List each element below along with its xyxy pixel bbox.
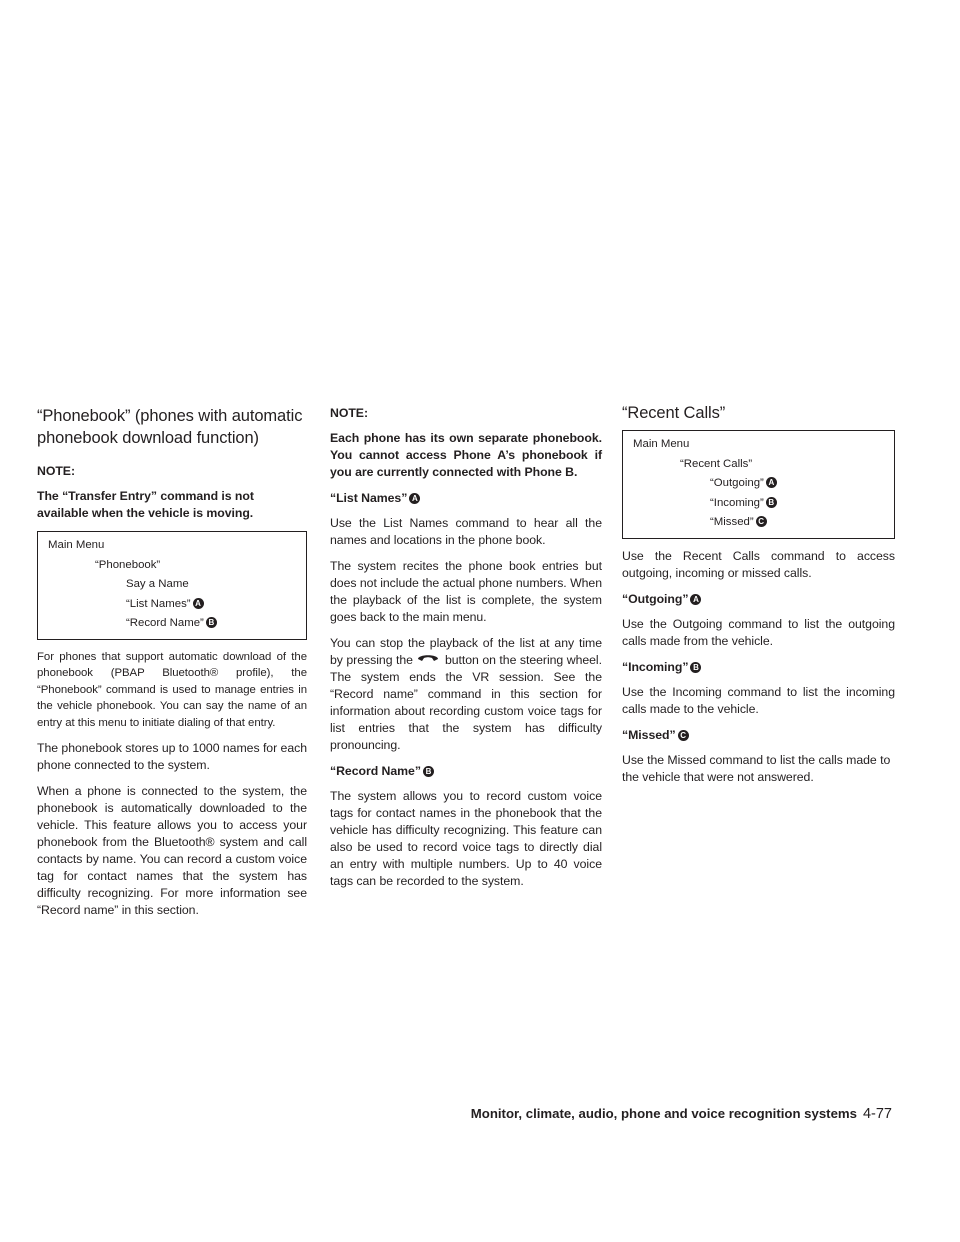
paragraph: Use the Missed command to list the calls made to the vehicle that were not answered. bbox=[622, 752, 891, 784]
subheading-label: “Incoming” bbox=[622, 659, 689, 674]
section-heading-recent-calls: “Recent Calls” bbox=[622, 404, 726, 422]
note-text: The “Transfer Entry” command is not available when the vehicle is moving. bbox=[37, 489, 254, 520]
circled-b-icon: B bbox=[423, 766, 434, 777]
paragraph-text: button on the steering wheel. The system ends the VR session. See the “Record name” command in this section for information about recording custom voice tags for list entries that the system has difficulty pronouncing. bbox=[330, 653, 602, 752]
circled-a-icon: A bbox=[690, 594, 701, 605]
circled-b-icon: B bbox=[766, 497, 777, 508]
menu-item-outgoing bbox=[633, 474, 884, 494]
menu-item-main-menu: Main Menu bbox=[633, 438, 690, 450]
page-footer bbox=[471, 1106, 892, 1122]
paragraph: The phonebook stores up to 1000 names for each phone connected to the system. bbox=[37, 741, 307, 773]
circled-a-icon: A bbox=[193, 598, 204, 609]
menu-item-label: “Missed” bbox=[710, 516, 754, 529]
circled-a-icon: A bbox=[766, 477, 777, 488]
menu-item-say-a-name: Say a Name bbox=[126, 578, 189, 591]
menu-item-recent-calls: “Recent Calls” bbox=[680, 457, 753, 470]
paragraph-phone-button bbox=[330, 635, 602, 754]
menu-item-record-name bbox=[48, 614, 296, 634]
subheading-incoming bbox=[622, 659, 895, 676]
circled-c-icon: C bbox=[678, 730, 689, 741]
subheading-record-name bbox=[330, 763, 602, 780]
phone-hang-up-icon bbox=[417, 652, 439, 662]
paragraph: The system allows you to record custom voice tags for contact names in the phonebook that the vehicle has difficulty recognizing. This feature can also be used to record voice tags to directly dial an entry with multiple numbers. Up to 40 voice tags can be recorded to the system. bbox=[330, 789, 602, 888]
column-phonebook bbox=[37, 405, 307, 928]
circled-a-icon: A bbox=[409, 493, 420, 504]
menu-item-label: “Incoming” bbox=[710, 496, 764, 509]
menu-item-label: “Outgoing” bbox=[710, 477, 764, 490]
paragraph: Use the Incoming command to list the incoming calls made to the vehicle. bbox=[622, 684, 895, 716]
circled-b-icon: B bbox=[206, 617, 217, 628]
subheading-label: “Record Name” bbox=[330, 764, 421, 778]
menu-item-label: “Record Name” bbox=[126, 617, 204, 630]
subheading-missed bbox=[622, 727, 895, 744]
note-text: Each phone has its own separate phonebook. You cannot access Phone A’s phonebook if you are currently connected with Phone B. bbox=[330, 431, 602, 479]
paragraph: Use the List Names command to hear all the names and locations in the phone book. bbox=[330, 516, 602, 547]
section-heading-phonebook: “Phonebook” (phones with automatic phonebook download function) bbox=[37, 407, 303, 447]
menu-item-incoming bbox=[633, 494, 884, 514]
phonebook-menu-tree bbox=[37, 531, 307, 640]
subheading-label: “Outgoing” bbox=[622, 591, 689, 606]
subheading-label: “List Names” bbox=[330, 491, 408, 505]
paragraph: Use the Outgoing command to list the outgoing calls made from the vehicle. bbox=[622, 616, 895, 648]
paragraph: The system recites the phone book entries but does not include the actual phone numbers. When the playback of the list is complete, the system goes back to the main menu. bbox=[330, 559, 602, 624]
subheading-label: “Missed” bbox=[622, 727, 676, 742]
paragraph: When a phone is connected to the system, the phonebook is automatically downloaded to the vehicle. This feature allows you to access your phonebook from the Bluetooth® system and call contacts by name. You can record a custom voice tag for contact names that the system has difficulty recognizing. For more information see “Record name” in this section. bbox=[37, 784, 307, 918]
menu-item-phonebook: “Phonebook” bbox=[95, 558, 161, 571]
menu-item-missed bbox=[633, 513, 884, 533]
paragraph: For phones that support automatic download of the phonebook (PBAP Bluetooth® profile), the “Phonebook” command is used to manage entries in the vehicle phonebook. You can say the name of an entry at this menu to initiate dialing of that entry. bbox=[37, 650, 307, 729]
note-label: NOTE: bbox=[37, 464, 76, 478]
recent-calls-menu-tree bbox=[622, 430, 895, 539]
page-number: 4-77 bbox=[862, 1106, 892, 1122]
menu-item-label: “List Names” bbox=[126, 597, 191, 610]
circled-c-icon: C bbox=[756, 516, 767, 527]
paragraph-text: You can stop the playback of the list at any time by pressing the bbox=[330, 636, 602, 667]
paragraph: Use the Recent Calls command to access outgoing, incoming or missed calls. bbox=[622, 548, 895, 580]
subheading-outgoing bbox=[622, 591, 895, 608]
note-label: NOTE: bbox=[330, 406, 369, 420]
menu-item-main-menu: Main Menu bbox=[48, 539, 105, 551]
circled-b-icon: B bbox=[690, 662, 701, 673]
footer-section-title: Monitor, climate, audio, phone and voice recognition systems bbox=[470, 1106, 857, 1121]
column-recent-calls bbox=[622, 402, 895, 795]
column-list-record bbox=[330, 405, 602, 899]
subheading-list-names bbox=[330, 490, 602, 507]
menu-item-list-names bbox=[48, 595, 296, 615]
